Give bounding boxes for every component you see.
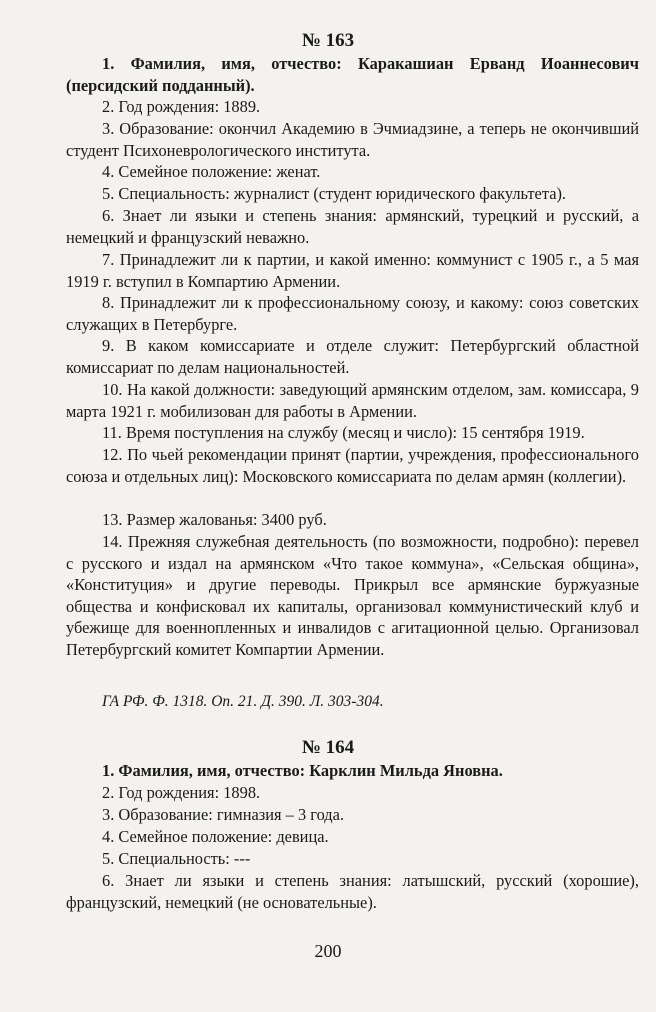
doc164-item-3-education: 3. Образование: гимназия – 3 года. (102, 805, 345, 824)
doc163-item-13-salary: 13. Размер жалованья: 3400 руб. (102, 510, 327, 529)
doc163-archive-citation: ГА РФ. Ф. 1318. Оп. 21. Д. 390. Л. 303-304. (102, 693, 384, 710)
doc164-item-2-birth-year: 2. Год рождения: 1898. (102, 783, 261, 802)
doc163-item-2-birth-year: 2. Год рождения: 1889. (102, 97, 261, 116)
doc164-item-4-marital-status: 4. Семейное положение: девица. (102, 827, 329, 846)
doc163-item-12-recommendation: 12. По чьей рекомендации принят (партии, учреждения, профессионального союза и отдельных лиц): Московского комиссариата по делам армян (коллегии). (66, 445, 639, 486)
doc163-item-10-position: 10. На какой должности: заведующий армянским отделом, зам. комиссара, 9 марта 1921 г. мобилизован для работы в Армении. (66, 380, 639, 421)
doc163-item-8-union: 8. Принадлежит ли к профессиональному союзу, и какому: союз советских служащих в Петербурге. (66, 293, 639, 334)
document-164-number: № 164 (301, 737, 355, 758)
doc163-item-14-previous-activity: 14. Прежняя служебная деятельность (по возможности, подробно): перевел с русского и издал на армянском «Что такое коммуна», «Сельская община», «Конституция» и другие переводы. Прикрыл все армянские буржуазные общества и конфисковал их капиталы, организовал коммунистический клуб и убежище для военнопленных и инвалидов с агитационной целью. Организовал Петербургский комитет Компартии Армении. (66, 532, 639, 659)
doc163-item-3-education: 3. Образование: окончил Академию в Эчмиадзине, а теперь не окончивший студент Психоневрологического института. (66, 119, 639, 160)
doc163-item-6-languages: 6. Знает ли языки и степень знания: армянский, турецкий и русский, а немецкий и французский неважно. (66, 206, 639, 247)
page-number: 200 (314, 941, 342, 961)
doc163-item-4-marital-status: 4. Семейное положение: женат. (102, 162, 321, 181)
doc163-item-7-party: 7. Принадлежит ли к партии, и какой именно: коммунист с 1905 г., а 5 мая 1919 г. вступил в Компартию Армении. (66, 250, 639, 291)
doc164-item-6-languages: 6. Знает ли языки и степень знания: латышский, русский (хорошие), французский, немецкий (не основательные). (66, 871, 639, 912)
doc164-item-1-name: 1. Фамилия, имя, отчество: Карклин Мильда Яновна. (102, 761, 503, 780)
doc163-item-11-start-date: 11. Время поступления на службу (месяц и число): 15 сентября 1919. (102, 423, 585, 442)
doc163-item-5-specialty: 5. Специальность: журналист (студент юридического факультета). (102, 184, 567, 203)
doc163-item-9-commissariat: 9. В каком комиссариате и отделе служит: Петербургский областной комиссариат по делам национальностей. (66, 336, 639, 377)
document-163-number: № 163 (301, 30, 355, 51)
doc163-item-1-name: 1. Фамилия, имя, отчество: Каракашиан Ерванд Иоаннесович (персидский подданный). (66, 54, 639, 95)
doc164-item-5-specialty: 5. Специальность: --- (102, 849, 251, 868)
